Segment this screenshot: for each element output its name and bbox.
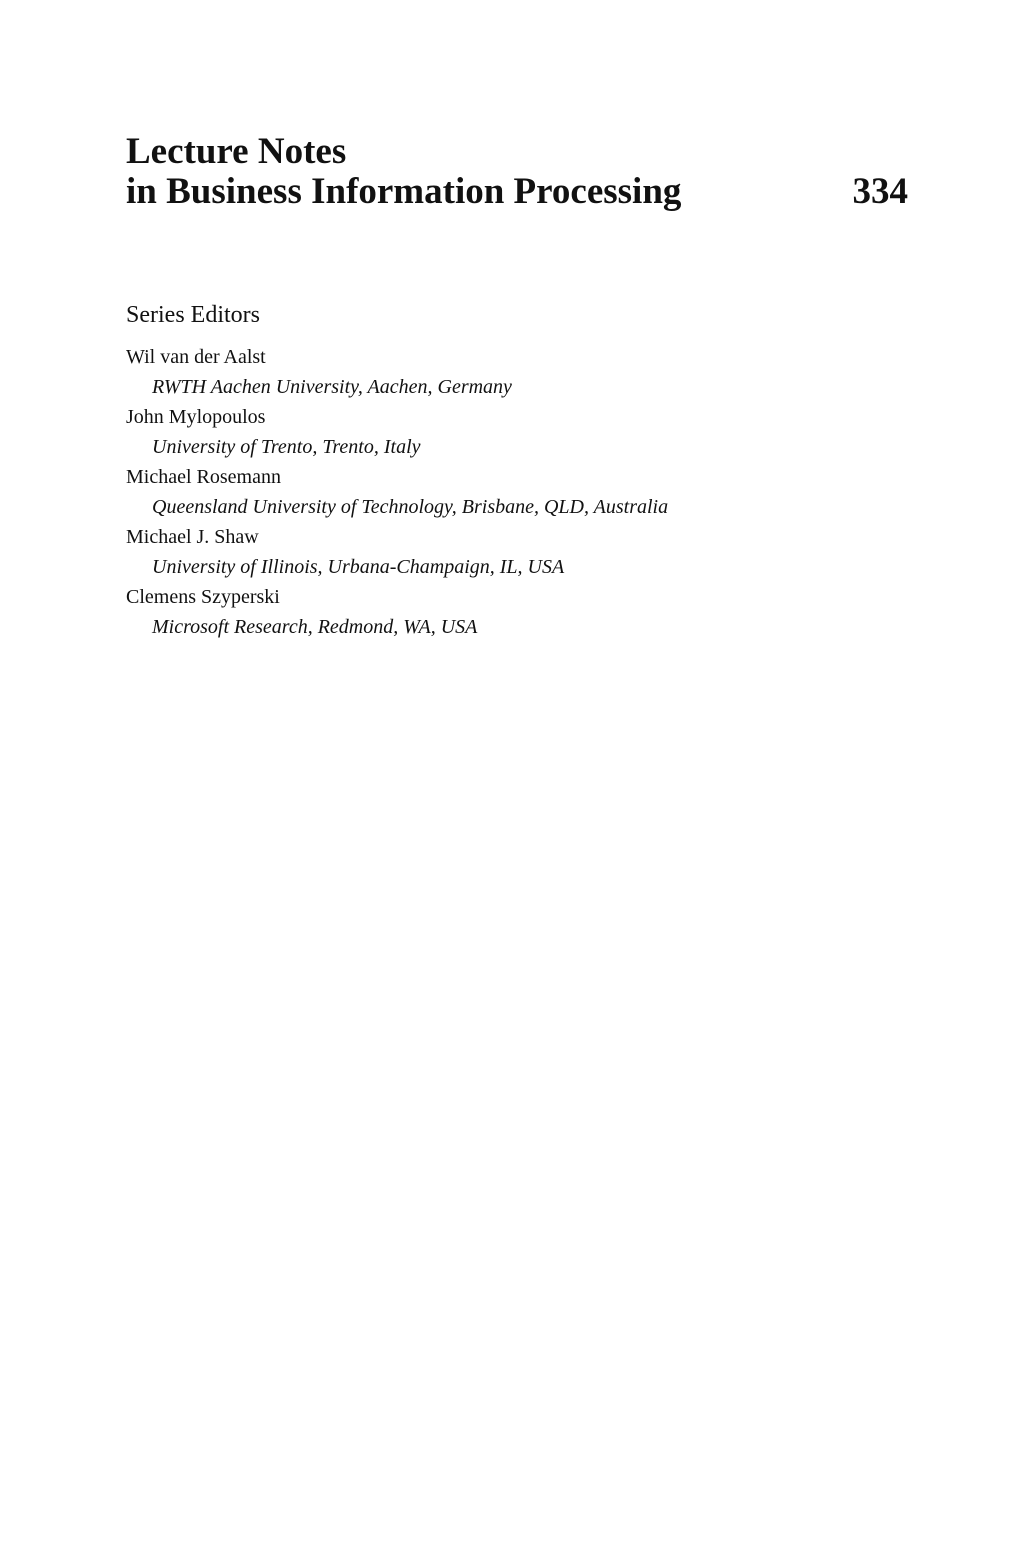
editor-affiliation: University of Trento, Trento, Italy bbox=[152, 436, 421, 458]
editor-affiliation: Microsoft Research, Redmond, WA, USA bbox=[152, 616, 478, 638]
editor-entry bbox=[126, 462, 908, 522]
page-content bbox=[126, 132, 908, 642]
editor-affiliation: University of Illinois, Urbana-Champaign, IL, USA bbox=[152, 556, 565, 578]
editor-name: Clemens Szyperski bbox=[126, 586, 280, 608]
editor-name: Michael J. Shaw bbox=[126, 526, 259, 548]
editor-affiliation: Queensland University of Technology, Brisbane, QLD, Australia bbox=[152, 496, 669, 518]
series-title-line-2-row bbox=[126, 172, 908, 212]
editor-name: John Mylopoulos bbox=[126, 406, 266, 428]
editor-affiliation: RWTH Aachen University, Aachen, Germany bbox=[152, 376, 512, 398]
series-title bbox=[126, 132, 908, 212]
series-editors-list bbox=[126, 342, 908, 642]
editor-name: Wil van der Aalst bbox=[126, 346, 266, 368]
editor-entry bbox=[126, 522, 908, 582]
editor-entry bbox=[126, 402, 908, 462]
series-title-line-1: Lecture Notes bbox=[126, 131, 347, 172]
editor-entry bbox=[126, 582, 908, 642]
editor-entry bbox=[126, 342, 908, 402]
volume-number: 334 bbox=[852, 171, 908, 212]
series-title-line-2: in Business Information Processing bbox=[126, 171, 682, 212]
editor-name: Michael Rosemann bbox=[126, 466, 281, 488]
series-editors-heading: Series Editors bbox=[126, 302, 260, 328]
